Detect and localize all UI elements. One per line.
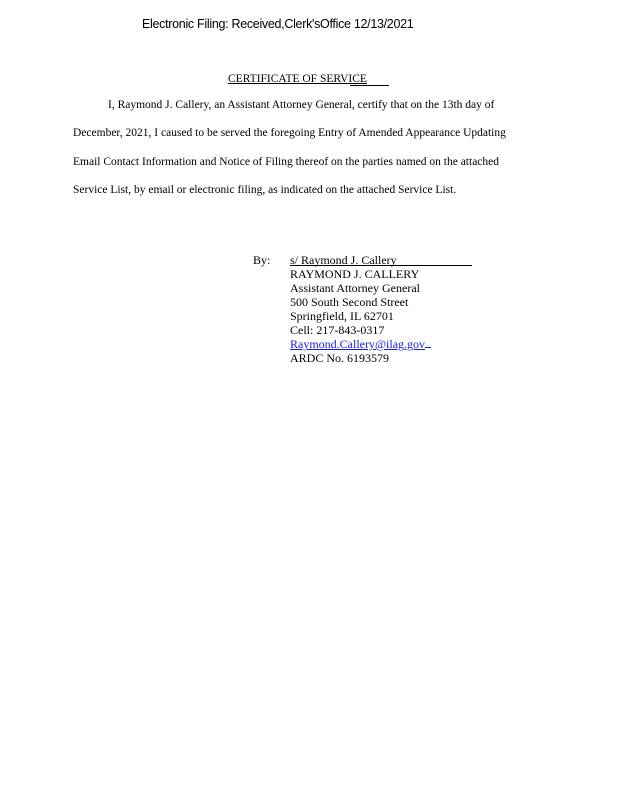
email-link[interactable]: Raymond.Callery@ilag.gov [290, 337, 426, 351]
signature-signed: s/ Raymond J. Callery [290, 253, 397, 267]
body-line-4: Service List, by email or electronic filing, as indicated on the attached Service List. [73, 184, 457, 196]
signature-city: Springfield, IL 62701 [290, 309, 394, 323]
certificate-heading: CERTIFICATE OF SERVICE [228, 73, 367, 85]
filing-stamp: Electronic Filing: Received,Clerk'sOffice 12/13/2021 [142, 17, 414, 31]
body-line-2: December, 2021, I caused to be served the foregoing Entry of Amended Appearance Updating [73, 127, 506, 139]
email-link-underline [425, 337, 431, 348]
signature-cell: Cell: 217-843-0317 [290, 323, 385, 337]
heading-underline [350, 85, 389, 86]
signature-ardc: ARDC No. 6193579 [290, 351, 390, 365]
signature-street: 500 South Second Street [290, 295, 409, 309]
body-line-3: Email Contact Information and Notice of Filing thereof on the parties named on the attached [73, 156, 500, 168]
by-label: By: [253, 253, 271, 267]
signature-title: Assistant Attorney General [290, 281, 420, 295]
signature-block [290, 253, 431, 365]
signature-email-row [290, 337, 431, 351]
signature-underline [290, 265, 472, 266]
body-line-1: I, Raymond J. Callery, an Assistant Attorney General, certify that on the 13th day of [108, 99, 495, 111]
signature-name: RAYMOND J. CALLERY [290, 267, 420, 281]
